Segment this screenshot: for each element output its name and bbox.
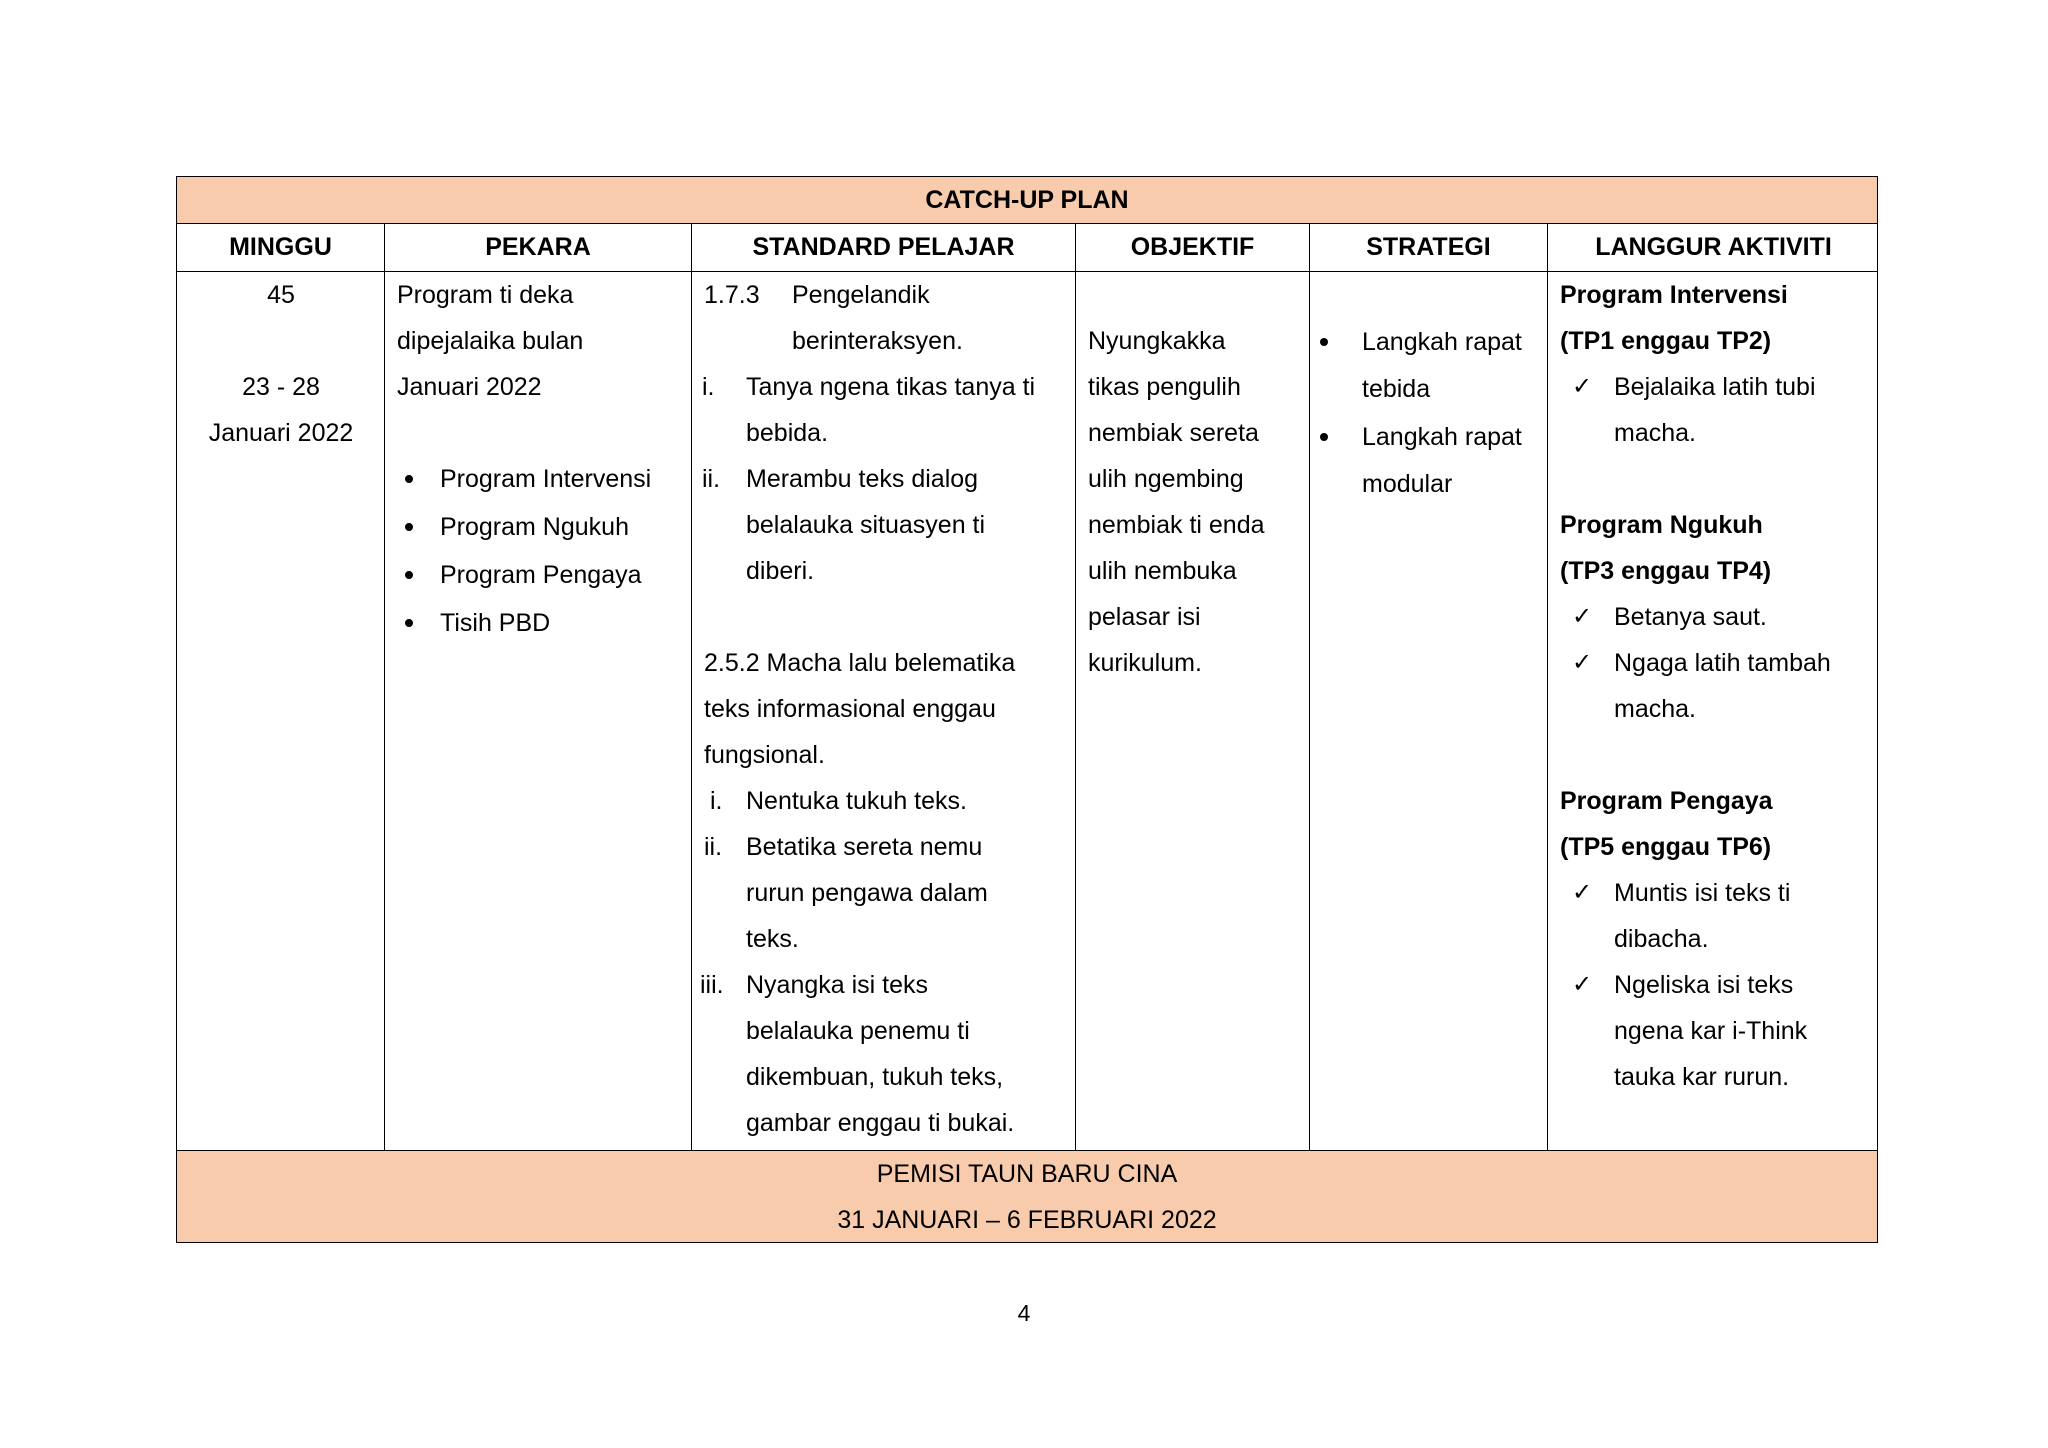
bullet-icon [405, 523, 413, 531]
objektif-line: nembiak sereta [1088, 419, 1259, 447]
header-standard-pelajar: STANDARD PELAJAR [692, 224, 1076, 271]
activity-line: ngena kar i-Think [1614, 1017, 1808, 1045]
header-langgur-aktiviti: LANGGUR AKTIVITI [1595, 233, 1832, 261]
cell-minggu [177, 272, 385, 1150]
program-title: Program Ngukuh [1560, 511, 1763, 539]
check-icon: ✓ [1572, 879, 1593, 906]
item-marker: ii. [702, 465, 721, 493]
list-item: Tisih PBD [440, 609, 551, 637]
cell-standard-pelajar [692, 272, 1076, 1150]
table-row [177, 272, 1877, 1151]
item-marker: ii. [704, 833, 723, 861]
header-pekara: PEKARA [385, 224, 692, 271]
holiday-footer [177, 1151, 1877, 1242]
bullet-icon [405, 619, 413, 627]
item-marker: i. [710, 787, 723, 815]
cell-strategi [1310, 272, 1548, 1150]
month-year: Januari 2022 [208, 419, 354, 447]
item-marker: iii. [700, 971, 724, 999]
list-item: Program Ngukuh [440, 513, 629, 541]
program-title: Program Intervensi [1560, 281, 1788, 309]
bullet-icon [1320, 433, 1328, 441]
pekara-intro-line: Januari 2022 [397, 373, 542, 401]
program-level: (TP3 enggau TP4) [1560, 557, 1772, 585]
standard-item-line: rurun pengawa dalam [746, 879, 988, 907]
standard-item-line: Nyangka isi teks [746, 971, 929, 999]
check-icon: ✓ [1572, 649, 1593, 676]
strategi-line: Langkah rapat [1362, 328, 1522, 356]
standard-title-line: 2.5.2 Macha lalu belematika [704, 649, 1016, 677]
strategi-line: modular [1362, 470, 1453, 498]
standard-title-line: fungsional. [704, 741, 825, 769]
check-icon: ✓ [1572, 971, 1593, 998]
header-minggu: MINGGU [177, 224, 385, 271]
standard-item-line: Betatika sereta nemu [746, 833, 983, 861]
standard-item-line: dikembuan, tukuh teks, [746, 1063, 1004, 1091]
objektif-line: ulih ngembing [1088, 465, 1244, 493]
standard-item-line: gambar enggau ti bukai. [746, 1109, 1015, 1137]
activity-line: tauka kar rurun. [1614, 1063, 1790, 1091]
activity-line: macha. [1614, 419, 1696, 447]
holiday-title: PEMISI TAUN BARU CINA [876, 1159, 1178, 1188]
strategi-line: tebida [1362, 375, 1431, 403]
list-item: Program Pengaya [440, 561, 642, 589]
standard-item-line: teks. [746, 925, 799, 953]
activity-line: Bejalaika latih tubi [1614, 373, 1816, 401]
activity-line: Betanya saut. [1614, 603, 1767, 631]
table-title: CATCH-UP PLAN [177, 177, 1877, 224]
cell-objektif [1076, 272, 1310, 1150]
standard-item-line: Nentuka tukuh teks. [746, 787, 967, 815]
check-icon: ✓ [1572, 373, 1593, 400]
page-number: 4 [1017, 1300, 1031, 1326]
standard-title-line: Pengelandik [792, 281, 930, 309]
standard-title-line: berinteraksyen. [792, 327, 963, 355]
cell-langgur-aktiviti [1548, 272, 1879, 1150]
week-number: 45 [267, 281, 295, 309]
objektif-line: tikas pengulih [1088, 373, 1241, 401]
program-level: (TP5 enggau TP6) [1560, 833, 1772, 861]
holiday-dates: 31 JANUARI – 6 FEBRUARI 2022 [837, 1205, 1217, 1234]
standard-item-line: belalauka penemu ti [746, 1017, 970, 1045]
activity-line: dibacha. [1614, 925, 1709, 953]
pekara-intro-line: Program ti deka [397, 281, 574, 309]
objektif-line: ulih nembuka [1088, 557, 1237, 585]
bullet-icon [1320, 338, 1328, 346]
item-marker: i. [702, 373, 715, 401]
program-level: (TP1 enggau TP2) [1560, 327, 1772, 355]
standard-code: 1.7.3 [704, 281, 760, 309]
header-strategi: STRATEGI [1310, 224, 1548, 271]
program-title: Program Pengaya [1560, 787, 1773, 815]
standard-item-line: Tanya ngena tikas tanya ti [746, 373, 1036, 401]
header-objektif: OBJEKTIF [1076, 224, 1310, 271]
objektif-line: Nyungkakka [1088, 327, 1226, 355]
date-range: 23 - 28 [242, 373, 320, 401]
standard-item-line: belalauka situasyen ti [746, 511, 986, 539]
bullet-icon [405, 475, 413, 483]
header-row [177, 224, 1877, 272]
bullet-icon [405, 571, 413, 579]
activity-line: Muntis isi teks ti [1614, 879, 1791, 907]
list-item: Program Intervensi [440, 465, 652, 493]
standard-title-line: teks informasional enggau [704, 695, 996, 723]
objektif-line: nembiak ti enda [1088, 511, 1265, 539]
standard-item-line: bebida. [746, 419, 829, 447]
strategi-line: Langkah rapat [1362, 423, 1522, 451]
objektif-line: pelasar isi [1088, 603, 1201, 631]
pekara-intro-line: dipejalaika bulan [397, 327, 584, 355]
check-icon: ✓ [1572, 603, 1593, 630]
activity-line: macha. [1614, 695, 1696, 723]
activity-line: Ngeliska isi teks [1614, 971, 1794, 999]
objektif-line: kurikulum. [1088, 649, 1202, 677]
cell-pekara [385, 272, 692, 1150]
standard-item-line: Merambu teks dialog [746, 465, 979, 493]
standard-item-line: diberi. [746, 557, 815, 585]
activity-line: Ngaga latih tambah [1614, 649, 1831, 677]
catch-up-plan-table [176, 176, 1878, 1243]
